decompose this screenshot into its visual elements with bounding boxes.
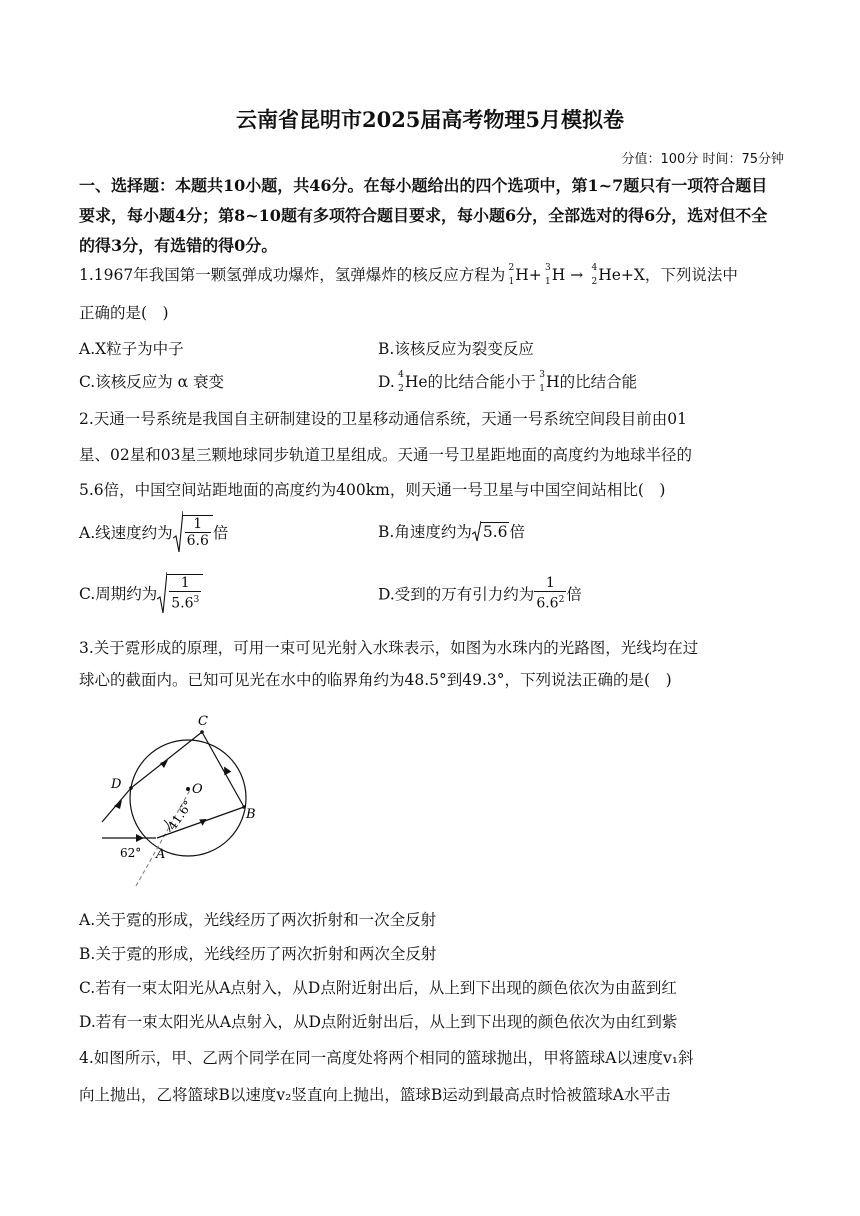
label-angle-41: 41.6° [164, 797, 196, 833]
label-d: D [111, 777, 122, 792]
arrow-icon [160, 760, 168, 768]
q2-c-prefix: C.周期约为 [79, 585, 158, 603]
q2-a-prefix: A.线速度约为 [79, 524, 173, 542]
q3-option-d: D.若有一束太阳光从A点射入，从D点附近射出后，从上到下出现的颜色依次为由红到紫 [79, 1013, 678, 1031]
label-b: B [246, 807, 256, 822]
q2-option-d [378, 575, 582, 612]
q2-option-c [79, 571, 203, 615]
q1-option-c: C.该核反应为 α 衰变 [79, 373, 225, 391]
q1-option-d [378, 370, 637, 392]
q3-option-a: A.关于霓的形成，光线经历了两次折射和一次全反射 [79, 911, 437, 929]
q4-line2: 向上抛出，乙将篮球B以速度v₂竖直向上抛出，篮球B运动到最高点时恰被篮球A水平击 [79, 1086, 671, 1104]
nuclide-h2: 2 1 [508, 263, 515, 287]
eq-he: He+X [598, 266, 645, 284]
sqrt-fraction-c: $\frac{1}{5.6^3}$ [157, 571, 203, 615]
q3-option-b: B.关于霓的形成，光线经历了两次折射和两次全反射 [79, 945, 437, 963]
nuclide-he4: 4 2 [591, 263, 598, 287]
water-droplet-light-path-diagram [100, 710, 270, 890]
section-header: 一、选择题：本题共10小题，共46分。在每小题给出的四个选项中，第1~7题只有一项符合题目要求，每小题4分；第8~10题有多项符合题目要求，每小题6分，全部选对的得6分，选对但不全的得3分，有选错的得0分。 [79, 176, 768, 255]
q2-b-suffix: 倍 [509, 523, 525, 541]
q1-d-mid: 的比结合能小于 [427, 373, 537, 391]
sqrt-fraction-a: $\frac{1}{6.6}$ [173, 510, 213, 554]
q1-option-b: B.该核反应为裂变反应 [378, 340, 534, 358]
arrow-icon [221, 765, 232, 776]
arrow-icon [199, 817, 208, 826]
q1-stem-line2: 正确的是( ) [79, 304, 169, 322]
q2-a-suffix: 倍 [212, 524, 229, 542]
q2-d-prefix: D.受到的万有引力约为 [378, 585, 535, 604]
q2-line1: 2.天通一号系统是我国自主研制建设的卫星移动通信系统，天通一号系统空间段目前由01 [79, 410, 688, 428]
eq-h: H [515, 266, 529, 284]
nuclide-h3-d: 3 1 [539, 370, 546, 394]
q2-d-suffix: 倍 [566, 585, 582, 604]
q1-d-post: 的比结合能 [559, 373, 638, 391]
score-time-info: 分值：100分 时间：75分钟 [621, 152, 784, 167]
q1-option-d-prefix: D. [378, 373, 395, 391]
eq-h3: H [551, 266, 566, 284]
q1-stem-tail: ，下列说法中 [644, 266, 738, 284]
label-c: C [198, 714, 208, 729]
q1-d-h: H [546, 373, 560, 391]
ray-c-d [131, 732, 202, 788]
q2-line2: 星、02星和03星三颗地球同步轨道卫星组成。天通一号卫星距地面的高度约为地球半径的 [79, 446, 692, 464]
label-o: O [192, 782, 203, 797]
q2-option-b [378, 520, 525, 542]
label-a: A [156, 847, 166, 862]
nuclide-he4-d: 4 2 [398, 370, 404, 394]
label-angle-62: 62° [120, 846, 142, 860]
nuclide-h3: 3 1 [545, 263, 551, 287]
sqrt-b: 5.6 [472, 520, 510, 542]
q2-line3: 5.6倍，中国空间站距地面的高度约为400km，则天通一号卫星与中国空间站相比( ) [79, 481, 666, 499]
eq-arrow: → [570, 266, 584, 284]
ray-b-c [202, 732, 244, 807]
q3-line1: 3.关于霓形成的原理，可用一束可见光射入水珠表示，如图为水珠内的光路图，光线均在过 [79, 639, 699, 657]
q1-d-he: He [404, 373, 428, 391]
q3-line2: 球心的截面内。已知可见光在水中的临界角约为48.5°到49.3°，下列说法正确的是( ) [79, 671, 672, 689]
arrow-icon [114, 800, 122, 809]
q1-option-a: A.X粒子为中子 [79, 340, 184, 358]
fraction-d: $\frac{1}{6.6^2}$ [536, 575, 565, 612]
center-point-o [186, 787, 190, 791]
q3-option-c: C.若有一束太阳光从A点射入，从D点附近射出后，从上到下出现的颜色依次为由蓝到红 [79, 979, 677, 997]
q2-b-prefix: B.角速度约为 [378, 523, 472, 541]
eq-plus: + [528, 266, 542, 284]
page-title: 云南省昆明市2025届高考物理5月模拟卷 [235, 107, 625, 132]
q2-option-a [79, 510, 228, 554]
q1-stem-line1 [79, 263, 738, 285]
q1-stem-text: 1.1967年我国第一颗氢弹成功爆炸，氢弹爆炸的核反应方程为 [79, 266, 506, 284]
q4-line1: 4.如图所示，甲、乙两个同学在同一高度处将两个相同的篮球抛出，甲将篮球A以速度v₁斜 [79, 1049, 694, 1067]
